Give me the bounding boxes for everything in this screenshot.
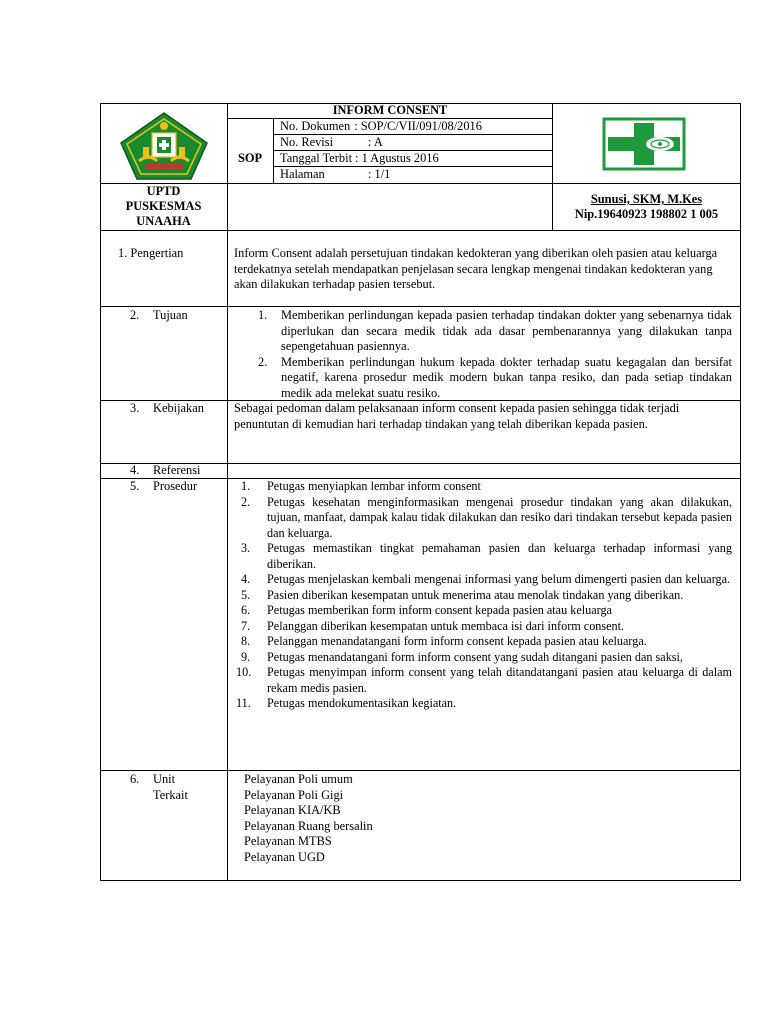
section-num-kebijakan: 3. [130,401,140,415]
section-label-prosedur: Prosedur [153,479,198,493]
list-item: 5. Pasien diberikan kesempatan untuk menerima atau menolak tindakan yang diberikan. [241,587,684,602]
sop-label: SOP [237,151,263,165]
list-item: 6. Petugas memberikan form inform consent kepada pasien atau keluarga [241,603,612,617]
list-item: 8. Pelanggan menandatangani form inform consent kepada pasien atau keluarga. [241,634,647,648]
meta-row: Halaman : 1/1 [280,167,391,181]
org-name: UPTD PUSKESMAS UNAAHA [125,184,202,228]
list-item: Pelayanan Poli umum [244,772,353,786]
section-label-unit: Unit Terkait [153,772,188,802]
section-label-referensi: Referensi [153,463,201,477]
section-num-prosedur: 5. [130,479,140,493]
list-item: Pelayanan Poli Gigi [244,787,344,802]
signatory-name: Sunusi, SKM, M.Kes [590,192,703,206]
meta-row: No. Dokumen : SOP/C/VII/091/08/2016 [280,119,482,133]
health-cross-logo [602,117,686,171]
section-text-pengertian: Inform Consent adalah persetujuan tindakan kedokteran yang diberikan oleh pasien atau keluarga terdekatnya setelah mendapatkan penjelasan secara lengkap mengenai tindakan kedokteran yang akan dilakukan terhadap pasien tersebut. [234,246,718,291]
section-text-kebijakan: Sebagai pedoman dalam pelaksanaan inform consent kepada pasien sehingga tidak terjadi penuntutan di kemudian hari terhadap tindakan yang telah diberikan kepada pasien. [234,401,680,431]
list-item: 2. Memberikan perlindungan hukum kepada dokter terhadap suatu kegagalan dan bersifat negatif, karena prosedur medik modern bukan tanpa resiko, dan pada setiap tindakan medik ada melekat suatu resiko. [258,354,732,400]
list-item: 7. Pelanggan diberikan kesempatan untuk membaca isi dari inform consent. [241,618,625,633]
list-item: Pelayanan UGD [244,849,325,864]
meta-row: No. Revisi : A [280,135,383,149]
section-label-tujuan: Tujuan [153,308,188,322]
list-item: 11. Petugas mendokumentasikan kegiatan. [236,696,457,710]
prosedur-list [236,479,732,712]
document-title: INFORM CONSENT [332,103,448,117]
puskesmas-logo [119,111,209,181]
list-item: 1. Memberikan perlindungan kepada pasien terhadap tindakan dokter yang sebenarnya tidak diperlukan dan secara medik tidak ada dasar pembenarannya yang dilakukan tanpa sepengetahuan pasiennya. [258,308,732,353]
section-label-kebijakan: Kebijakan [153,401,204,415]
list-item: 3. Petugas memastikan tingkat pemahaman pasien dan keluarga terhadap informasi yang diberikan. [241,541,732,571]
list-item: Pelayanan KIA/KB [244,803,341,817]
section-num-referensi: 4. [130,463,140,477]
unit-list [244,772,373,865]
signatory-nip: Nip.19640923 198802 1 005 [574,207,719,221]
list-item: 4. Petugas menjelaskan kembali mengenai informasi yang belum dimengerti pasien dan keluarga. [241,572,731,586]
meta-row: Tanggal Terbit : 1 Agustus 2016 [280,151,439,165]
section-num-tujuan: 2. [130,308,140,322]
list-item: 9. Petugas menandatangani form inform consent yang sudah ditangani pasien dan saksi, [241,649,683,664]
list-item: Pelayanan Ruang bersalin [244,818,373,833]
list-item: 2. Petugas kesehatan menginformasikan mengenai prosedur tindakan yang akan dilakukan, tujuan, manfaat, dampak kalau tidak dilakukan dan resiko dari tindakan tersebut kepada pasien dan keluarga. [241,494,732,540]
list-item: 10. Petugas menyimpan inform consent yang telah ditandatangani pasien atau keluarga di dalam rekam medis pasien. [236,665,732,695]
tujuan-list [250,308,732,401]
list-item: Pelayanan MTBS [244,834,332,848]
list-item: 1. Petugas menyiapkan lembar inform consent [241,479,481,493]
section-label-pengertian: 1. Pengertian [118,246,184,260]
section-num-unit: 6. [130,772,140,786]
